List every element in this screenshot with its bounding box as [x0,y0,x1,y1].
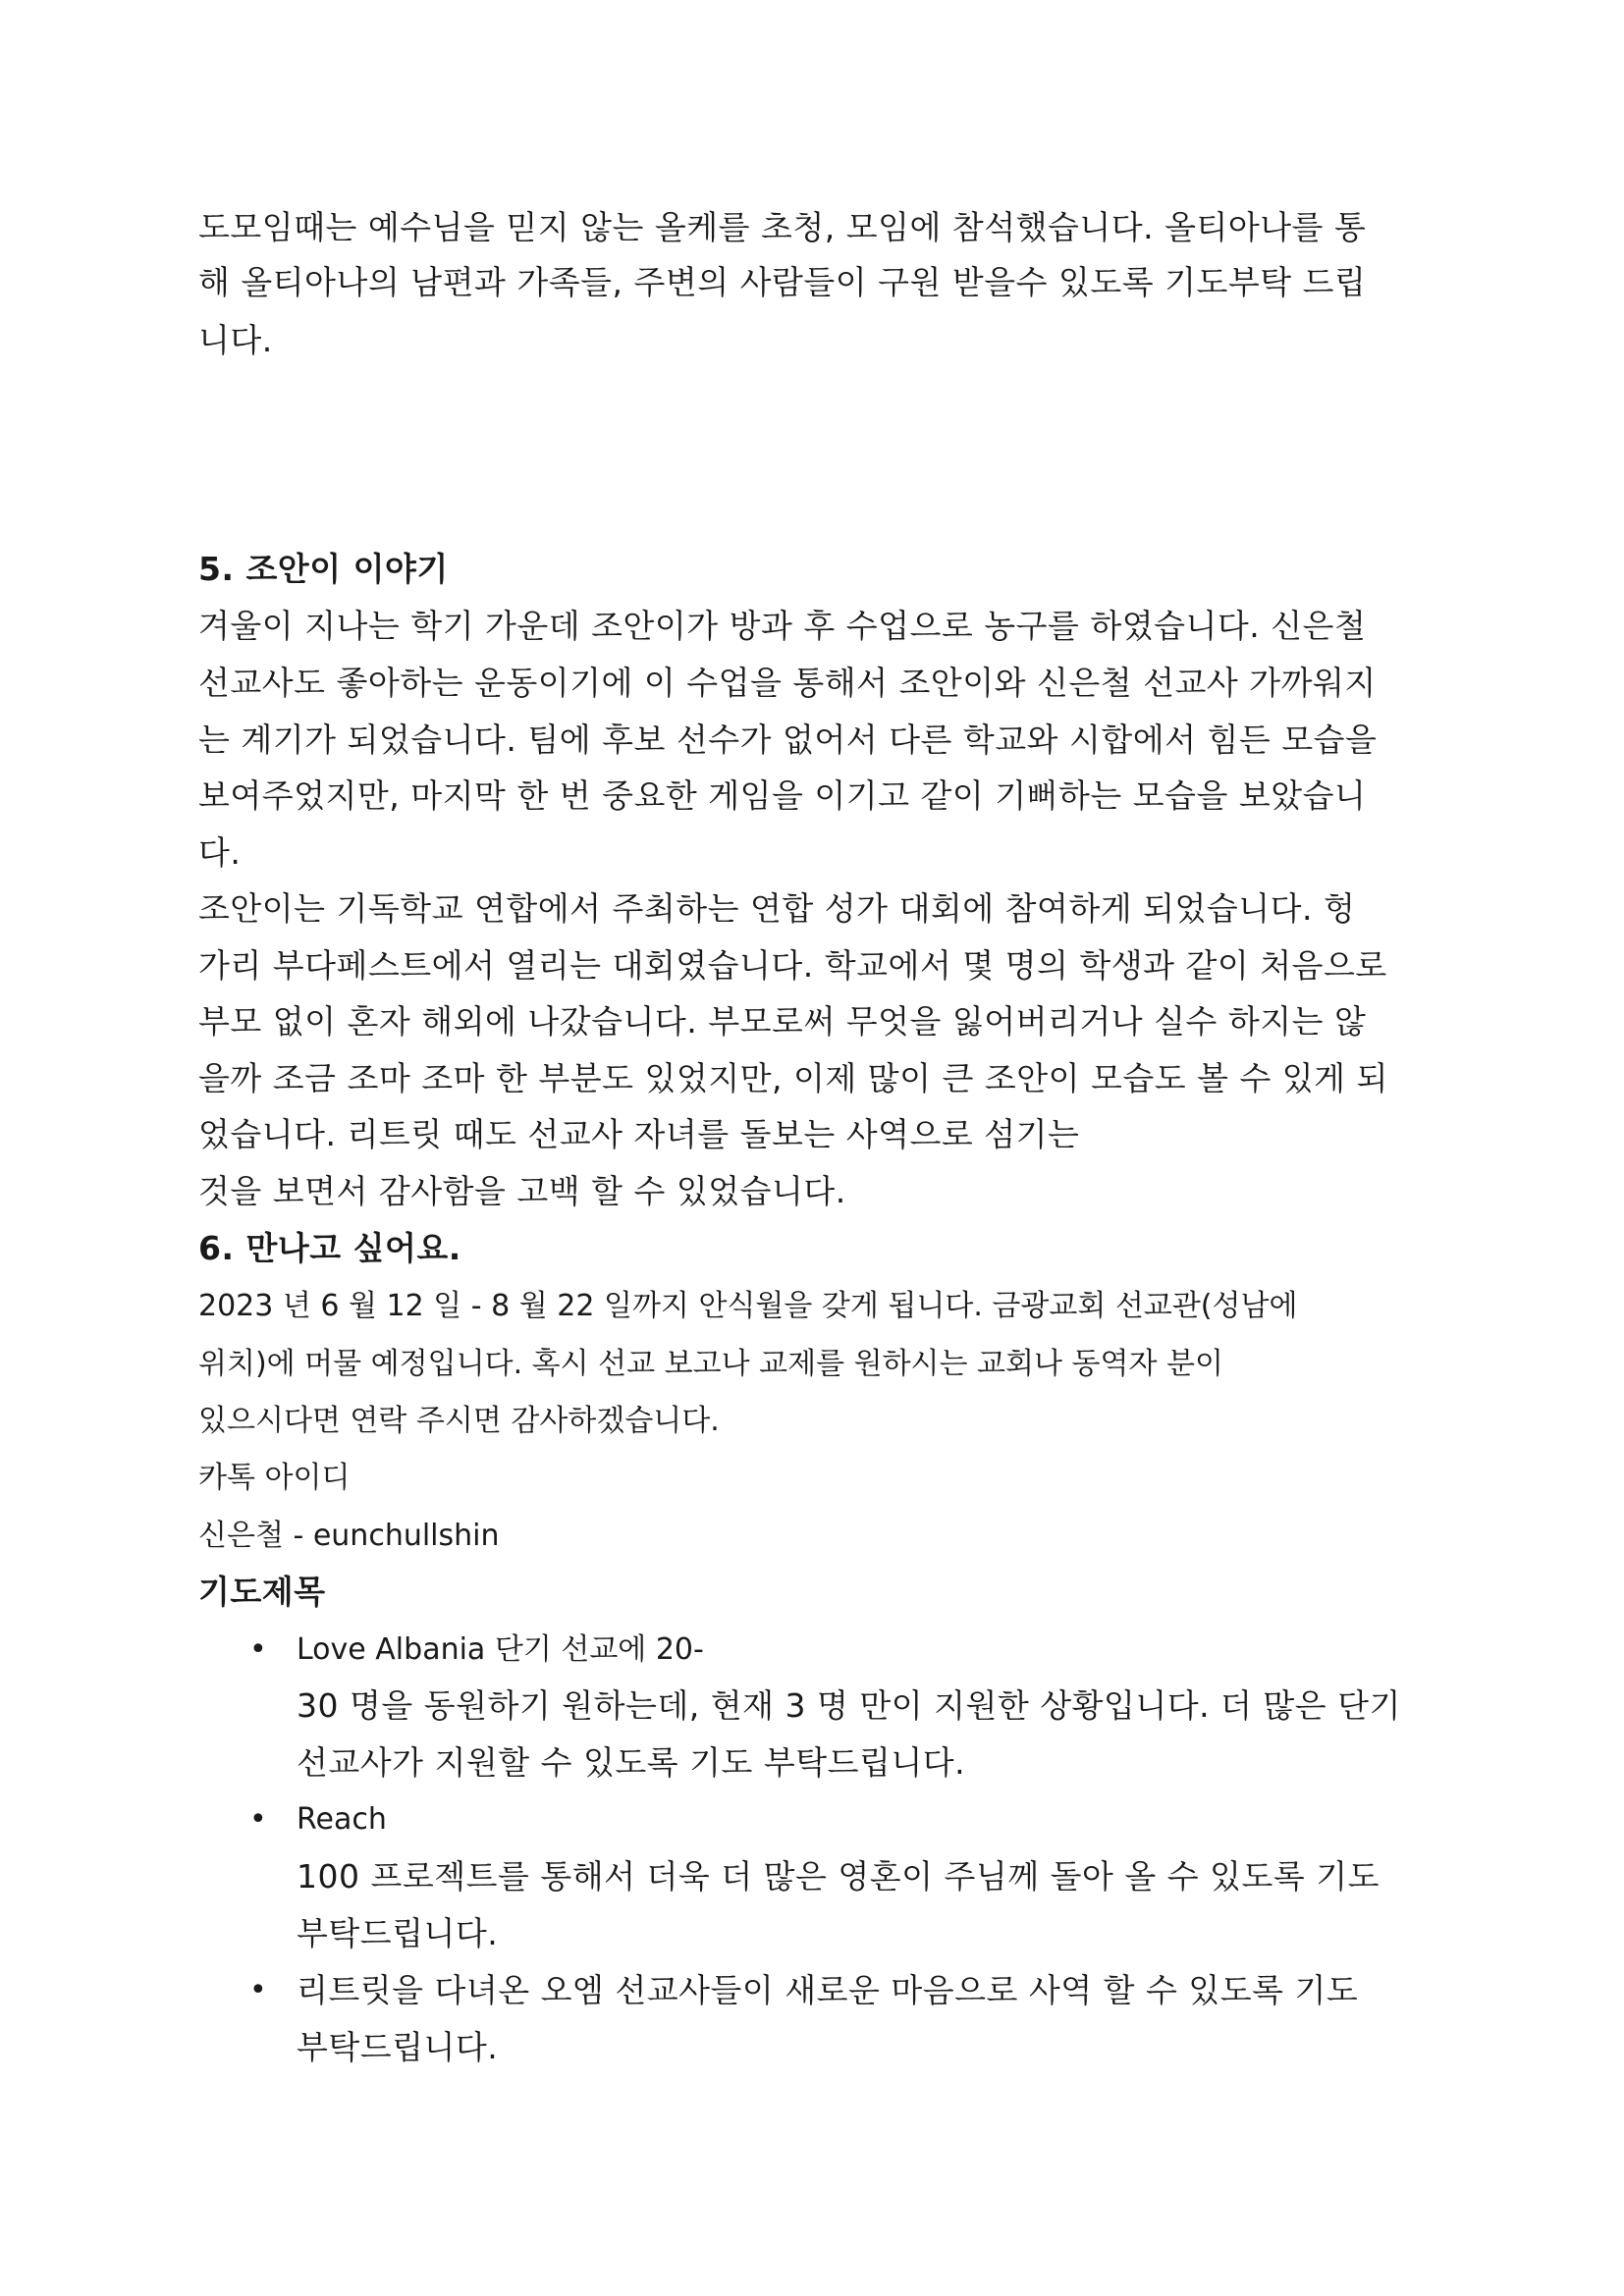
section-5-line: 부모 없이 혼자 해외에 나갔습니다. 부모로써 무엇을 잃어버리거나 실수 하지는 않 [198,1002,1367,1041]
section-6-line: 있으시다면 연락 주시면 감사하겠습니다. [198,1404,720,1438]
prayer-item-line: 부탁드립니다. [297,1914,499,1952]
section-6-line: 위치)에 머물 예정입니다. 혹시 선교 보고나 교제를 원하시는 교회나 동역자 분이 [198,1347,1223,1381]
prayer-item-line: 부탁드립니다. [297,2028,499,2066]
bullet-icon: • [249,1973,267,2007]
section-6-line: 2023 년 6 월 12 일 - 8 월 22 일까지 안식월을 갖게 됩니다. 금광교회 선교관(성남에 [198,1289,1298,1323]
section-5-line: 었습니다. 리트릿 때도 선교사 자녀를 돌보는 사역으로 섬기는 [198,1115,1080,1153]
prayer-item-line: 100 프로젝트를 통해서 더욱 더 많은 영혼이 주님께 돌아 올 수 있도록 기도 [297,1857,1380,1896]
section-5-line: 보여주었지만, 마지막 한 번 중요한 게임을 이기고 같이 기뻐하는 모습을 보았습니 [198,776,1367,815]
bullet-icon: • [249,1802,267,1837]
section-5-line: 겨울이 지나는 학기 가운데 조안이가 방과 후 수업으로 농구를 하였습니다. 신은철 [198,607,1367,645]
intro-line: 도모임때는 예수님을 믿지 않는 올케를 초청, 모임에 참석했습니다. 올티아나를 통 [198,208,1367,246]
section-5-heading: 5. 조안이 이야기 [198,550,449,588]
prayer-item-first-line: Reach [297,1802,387,1837]
intro-line: 해 올티아나의 남편과 가족들, 주변의 사람들이 구원 받을수 있도록 기도부탁 드립 [198,263,1367,301]
prayer-item-line: 30 명을 동원하기 원하는데, 현재 3 명 만이 지원한 상황입니다. 더 많은 단기 [297,1686,1401,1725]
section-5-line: 조안이는 기독학교 연합에서 주최하는 연합 성가 대회에 참여하게 되었습니다. 헝 [198,889,1356,928]
section-5-line: 는 계기가 되었습니다. 팀에 후보 선수가 없어서 다른 학교와 시합에서 힘든 모습을 [198,721,1378,759]
prayer-item-line: 선교사가 지원할 수 있도록 기도 부탁드립니다. [297,1743,966,1782]
prayer-item-first-line: Love Albania 단기 선교에 20- [297,1632,704,1667]
kakao-id-label: 카톡 아이디 [198,1461,351,1495]
prayer-item-first-line: 리트릿을 다녀온 오엠 선교사들이 새로운 마음으로 사역 할 수 있도록 기도 [297,1971,1359,2009]
section-5-line: 가리 부다페스트에서 열리는 대회였습니다. 학교에서 몇 명의 학생과 같이 처음으로 [198,946,1387,985]
prayer-heading: 기도제목 [198,1573,326,1611]
section-5-line: 선교사도 좋아하는 운동이기에 이 수업을 통해서 조안이와 신은철 선교사 가까워지 [198,664,1377,702]
section-5-line: 다. [198,833,242,872]
section-5-line: 을까 조금 조마 조마 한 부분도 있었지만, 이제 많이 큰 조안이 모습도 볼 수 있게 되 [198,1059,1388,1097]
intro-line: 니다. [198,321,273,359]
kakao-id-value: 신은철 - eunchullshin [198,1519,500,1553]
section-5-line: 것을 보면서 감사함을 고백 할 수 있었습니다. [198,1172,846,1210]
section-6-heading: 6. 만나고 싶어요. [198,1229,461,1267]
bullet-icon: • [249,1632,267,1667]
